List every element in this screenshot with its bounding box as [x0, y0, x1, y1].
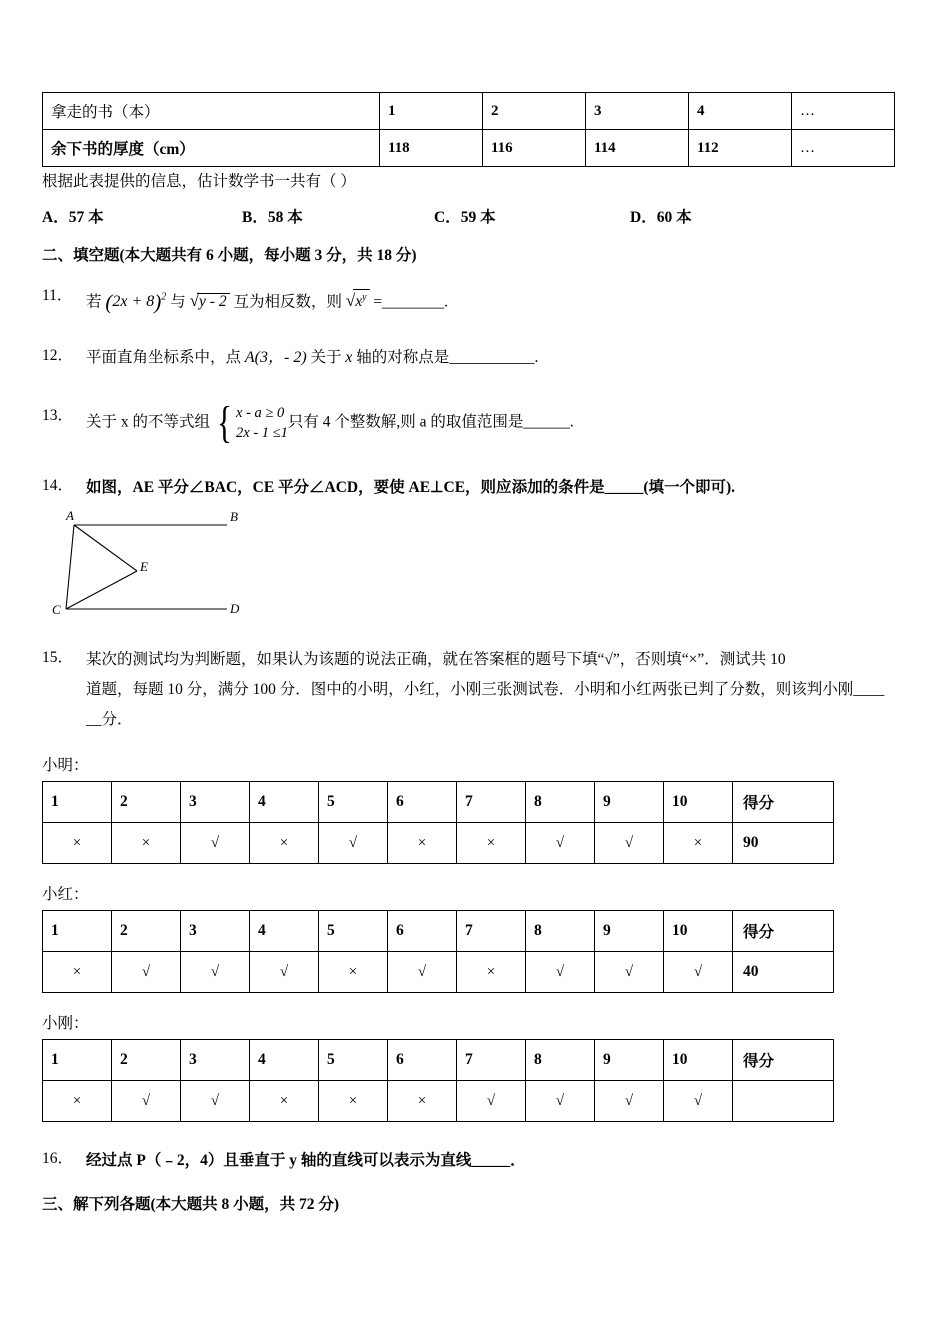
paren-open: (	[105, 290, 113, 315]
answer-4: ×	[250, 1081, 319, 1122]
col-6: 6	[388, 782, 457, 823]
question-16	[42, 1146, 908, 1176]
q13-text-1: 关于 x 的不等式组	[86, 413, 211, 431]
q11-equals: =	[373, 293, 383, 311]
col-8: 8	[526, 1040, 595, 1081]
answer-3: √	[181, 952, 250, 993]
score-value: 40	[733, 952, 834, 993]
answer-2: √	[112, 952, 181, 993]
q15-number: 15．	[42, 649, 74, 667]
col-1: 1	[43, 1040, 112, 1081]
col-4: 4	[250, 911, 319, 952]
q14-body: 如图，AE 平分∠BAC，CE 平分∠ACD，要使 AE⊥CE，则应添加的条件是_____(填一个即可).	[86, 479, 736, 497]
col-10: 10	[664, 782, 733, 823]
label-A: A	[66, 509, 74, 524]
answer-table-xiaogang	[42, 1039, 834, 1122]
answer-4: √	[250, 952, 319, 993]
q13-answer-blank[interactable]: ______.	[523, 413, 574, 431]
cell-value: 114	[586, 130, 689, 167]
section-3-heading: 三、解下列各题(本大题共 8 小题，共 72 分)	[42, 1196, 340, 1214]
option-a[interactable]: A．57 本	[42, 209, 104, 226]
table-row	[43, 93, 895, 130]
col-1: 1	[43, 782, 112, 823]
question-11	[42, 283, 908, 317]
option-b[interactable]: B．58 本	[242, 209, 303, 226]
q12-answer-blank[interactable]: ___________.	[449, 349, 539, 367]
table-row-header	[43, 782, 834, 823]
student-name-xiaoming: 小明：	[42, 757, 89, 775]
q11-answer-blank[interactable]: ________.	[382, 293, 449, 311]
q12-body	[86, 343, 908, 373]
col-10: 10	[664, 911, 733, 952]
col-9: 9	[595, 782, 664, 823]
expr-body: 2x + 8	[112, 293, 155, 311]
answer-9: √	[595, 952, 664, 993]
q11-text-1: 若	[86, 293, 102, 311]
score-value[interactable]	[733, 1081, 834, 1122]
answer-7: ×	[457, 952, 526, 993]
table-row-answers	[43, 952, 834, 993]
answer-10: √	[664, 1081, 733, 1122]
q12-point: A(3，- 2)	[244, 349, 307, 367]
col-9: 9	[595, 911, 664, 952]
q15-body	[86, 645, 908, 735]
question-14	[42, 473, 908, 503]
radicand-base: x	[355, 293, 363, 311]
q12-axis: x	[345, 349, 353, 367]
table-row-header	[43, 911, 834, 952]
table-row	[43, 130, 895, 167]
answer-2: ×	[112, 823, 181, 864]
student-name-xiaohong: 小红：	[42, 886, 89, 904]
col-8: 8	[526, 911, 595, 952]
q12-text-2: 关于	[310, 349, 342, 367]
answer-10: ×	[664, 823, 733, 864]
cell-value: 116	[483, 130, 586, 167]
q14-figure	[52, 509, 908, 629]
cell-ellipsis: …	[792, 130, 895, 167]
col-7: 7	[457, 911, 526, 952]
col-5: 5	[319, 782, 388, 823]
col-4: 4	[250, 782, 319, 823]
col-7: 7	[457, 1040, 526, 1081]
q13-number: 13．	[42, 407, 74, 425]
system-rows	[235, 403, 288, 443]
question-13	[42, 398, 908, 448]
col-score: 得分	[733, 911, 834, 952]
answer-1: ×	[43, 823, 112, 864]
table-row-answers	[43, 1081, 834, 1122]
q12-text-1: 平面直角坐标系中，点	[86, 349, 242, 367]
q11-radical-2: $√x^y$	[346, 293, 370, 310]
col-9: 9	[595, 1040, 664, 1081]
col-2: 2	[112, 1040, 181, 1081]
answer-7: √	[457, 1081, 526, 1122]
q14-number: 14．	[42, 477, 74, 495]
q11-text-2: 与	[170, 293, 186, 311]
answer-6: √	[388, 952, 457, 993]
answer-1: ×	[43, 1081, 112, 1122]
answer-9: √	[595, 1081, 664, 1122]
col-1: 1	[43, 911, 112, 952]
inequality-2: 2x - 1 ≤1	[236, 425, 288, 442]
answer-9: √	[595, 823, 664, 864]
q12-text-3: 轴的对称点是	[356, 349, 450, 367]
q11-text-3: 互为相反数，则	[233, 293, 342, 311]
q13-text-2: 只有 4 个整数解,则 a 的取值范围是	[287, 413, 524, 431]
answer-8: √	[526, 1081, 595, 1122]
answer-2: √	[112, 1081, 181, 1122]
answer-6: ×	[388, 823, 457, 864]
brace-left: {	[217, 398, 232, 448]
radicand-exponent: y	[362, 292, 367, 304]
col-5: 5	[319, 911, 388, 952]
answer-6: ×	[388, 1081, 457, 1122]
answer-1: ×	[43, 952, 112, 993]
label-D: D	[230, 601, 240, 617]
book-thickness-table	[42, 92, 895, 167]
answer-table-xiaohong	[42, 910, 834, 993]
row-label: 拿走的书（本）	[43, 93, 380, 130]
answer-5: ×	[319, 1081, 388, 1122]
col-6: 6	[388, 911, 457, 952]
col-3: 3	[181, 782, 250, 823]
paren-close: )	[154, 290, 162, 315]
answer-10: √	[664, 952, 733, 993]
cell-value: 2	[483, 93, 586, 130]
section-2-heading: 二、填空题(本大题共有 6 小题，每小题 3 分，共 18 分)	[42, 247, 417, 264]
answer-5: ×	[319, 952, 388, 993]
answer-table-xiaoming	[42, 781, 834, 864]
col-4: 4	[250, 1040, 319, 1081]
col-3: 3	[181, 911, 250, 952]
option-d[interactable]: D．60 本	[630, 209, 692, 226]
answer-5: √	[319, 823, 388, 864]
answer-3: √	[181, 1081, 250, 1122]
col-6: 6	[388, 1040, 457, 1081]
angle-bisector-diagram	[52, 509, 282, 624]
q11-number: 11．	[42, 287, 73, 304]
cell-value: 112	[689, 130, 792, 167]
question-15	[42, 645, 908, 735]
col-7: 7	[457, 782, 526, 823]
cell-value: 4	[689, 93, 792, 130]
answer-8: √	[526, 823, 595, 864]
cell-value: 118	[380, 130, 483, 167]
q16-number: 16．	[42, 1150, 74, 1168]
row-label: 余下书的厚度（cm）	[43, 130, 380, 167]
exponent: 2	[161, 292, 167, 303]
q10-stem: 根据此表提供的信息，估计数学书一共有（ ）	[42, 173, 356, 190]
q15-line-3: __分．	[86, 711, 133, 729]
table-row-answers	[43, 823, 834, 864]
answer-4: ×	[250, 823, 319, 864]
label-B: B	[230, 509, 238, 525]
answer-8: √	[526, 952, 595, 993]
q16-body: 经过点 P（﹣2，4）且垂直于 y 轴的直线可以表示为直线_____．	[86, 1152, 526, 1170]
q12-number: 12．	[42, 347, 74, 365]
q11-radical-1: √y - 2	[190, 293, 230, 310]
q11-body	[86, 283, 908, 317]
col-2: 2	[112, 911, 181, 952]
q11-expr-1	[105, 290, 170, 315]
option-c[interactable]: C．59 本	[434, 209, 496, 226]
q13-system	[214, 398, 288, 448]
q15-line-2: 道题，每题 10 分，满分 100 分．图中的小明，小红，小刚三张测试卷．小明和小红两张已判了分数，则该判小刚____	[86, 681, 885, 699]
col-5: 5	[319, 1040, 388, 1081]
cell-ellipsis: …	[792, 93, 895, 130]
q10-options	[42, 205, 908, 227]
cell-value: 3	[586, 93, 689, 130]
table-row-header	[43, 1040, 834, 1081]
col-3: 3	[181, 1040, 250, 1081]
score-value: 90	[733, 823, 834, 864]
label-E: E	[140, 559, 148, 575]
page-content	[42, 92, 908, 1230]
col-score: 得分	[733, 782, 834, 823]
col-2: 2	[112, 782, 181, 823]
cell-value: 1	[380, 93, 483, 130]
label-C: C	[52, 602, 61, 618]
answer-3: √	[181, 823, 250, 864]
q15-line-1: 某次的测试均为判断题，如果认为该题的说法正确，就在答案框的题号下填“√”，否则填“×”．测试共 10	[86, 651, 786, 669]
inequality-1: x - a ≥ 0	[236, 405, 285, 422]
answer-7: ×	[457, 823, 526, 864]
col-8: 8	[526, 782, 595, 823]
student-name-xiaogang: 小刚：	[42, 1015, 89, 1033]
col-score: 得分	[733, 1040, 834, 1081]
radicand	[353, 289, 369, 310]
col-10: 10	[664, 1040, 733, 1081]
question-12	[42, 343, 908, 373]
q13-body	[86, 398, 908, 448]
radicand: y - 2	[197, 293, 230, 310]
